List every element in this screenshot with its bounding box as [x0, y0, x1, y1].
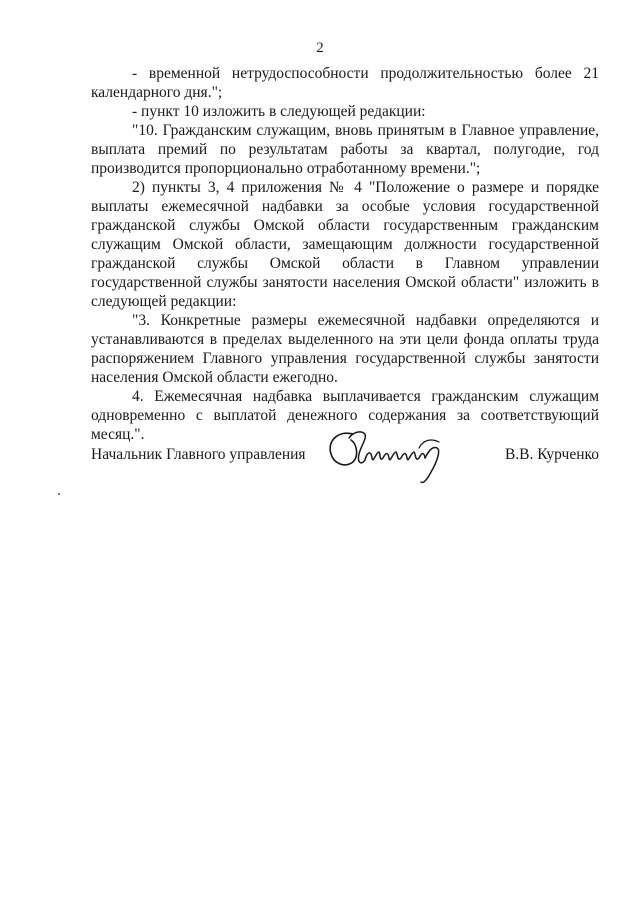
- handwritten-signature: [323, 428, 451, 486]
- document-body: [91, 64, 599, 444]
- paragraph-1: - временной нетрудоспособности продолжительностью более 21 календарного дня.";: [91, 65, 599, 101]
- signature-block: [91, 428, 599, 488]
- signer-name: В.В. Курченко: [504, 446, 599, 463]
- paragraph-6: 4. Ежемесячная надбавка выплачивается гражданским служащим одновременно с выплатой денежного содержания за соответствующий месяц.".: [91, 388, 599, 443]
- paragraph-5: "3. Конкретные размеры ежемесячной надбавки определяются и устанавливаются в пределах выделенного на эти цели фонда оплаты труда распоряжением Главного управления государственной службы занятости населения Омской области ежегодно.: [91, 312, 599, 386]
- paragraph-4: 2) пункты 3, 4 приложения № 4 "Положение о размере и порядке выплаты ежемесячной надбавки за особые условия государственной гражданской службы Омской области государственным гражданским служащим Омской области, замещающим должности государственной гражданской службы Омской области в Главном управлении государственной службы занятости населения Омской области" изложить в следующей редакции:: [91, 179, 599, 310]
- scan-speck: [58, 493, 60, 495]
- page-number: 2: [316, 40, 324, 56]
- paragraph-3: "10. Гражданским служащим, вновь принятым в Главное управление, выплата премий по результатам работы за квартал, полугодие, год производится пропорционально отработанному времени.";: [91, 122, 599, 177]
- paragraph-2: - пункт 10 изложить в следующей редакции:: [132, 103, 426, 120]
- signer-title: Начальник Главного управления: [91, 446, 306, 463]
